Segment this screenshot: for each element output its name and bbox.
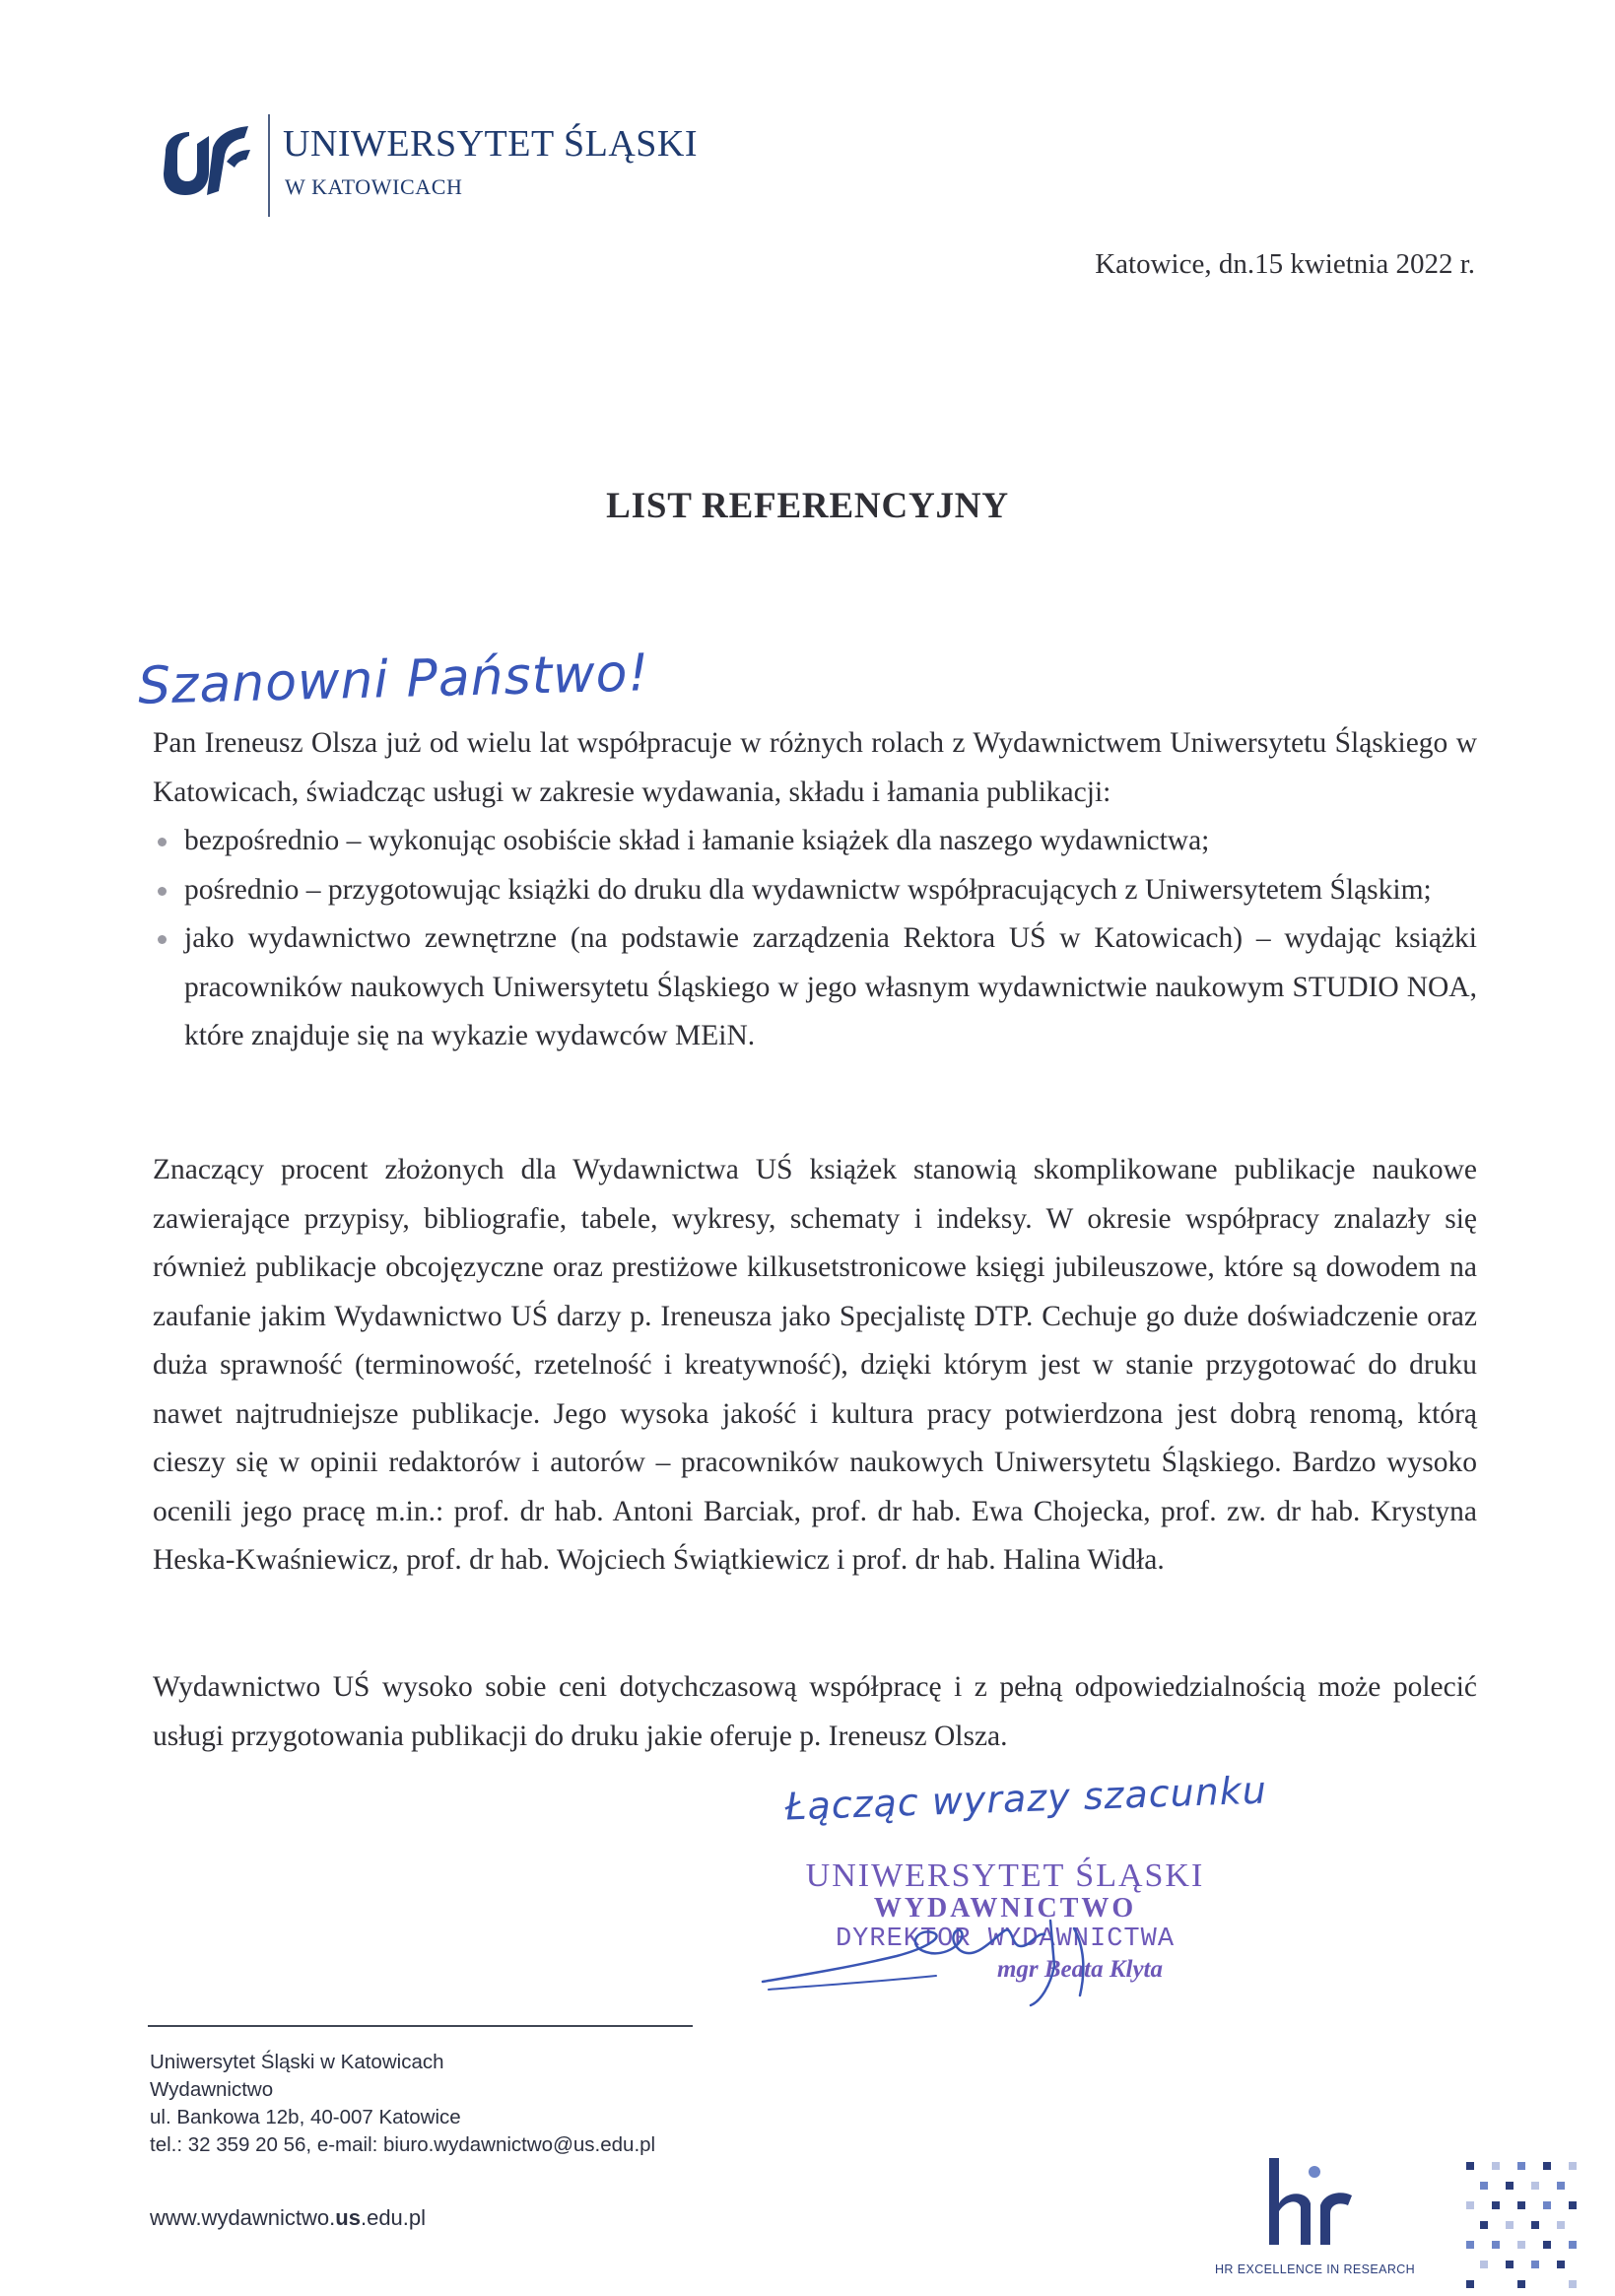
services-list <box>153 817 1477 1061</box>
footer-divider <box>148 2025 693 2027</box>
list-item-text: jako wydawnictwo zewnętrzne (na podstawie zarządzenia Rektora UŚ w Katowicach) – wydając książki pracowników naukowych Uniwersytetu Śląskiego w jego własnym wydawnictwie naukowym STUDIO NOA, które znajduje się na wykazie wydawców MEiN. <box>184 922 1477 1051</box>
stamp-publisher: WYDAWNICTWO <box>873 1893 1137 1924</box>
website-bold: us <box>335 2205 361 2230</box>
letter-date: Katowice, dn.15 kwietnia 2022 r. <box>1095 248 1475 280</box>
stamp-signatory: mgr Beata Klyta <box>996 1956 1163 1983</box>
footer-line: ul. Bankowa 12b, 40-007 Katowice <box>150 2106 461 2128</box>
list-item <box>153 866 1477 915</box>
footer-website[interactable] <box>150 2205 426 2231</box>
handwritten-closing: Łącząc wyrazy szacunku <box>784 1768 1268 1829</box>
recommendation-text: Wydawnictwo UŚ wysoko sobie ceni dotychczasową współpracę i z pełną odpowiedzialnością może polecić usługi przygotowania publikacji do druku jakie oferuje p. Ireneusz Olsza. <box>153 1671 1477 1752</box>
list-item <box>153 817 1477 866</box>
recommendation-paragraph <box>153 1663 1477 1761</box>
intro-text: Pan Ireneusz Olsza już od wielu lat współpracuje w różnych rolach z Wydawnictwem Uniwersytetu Śląskiego w Katowicach, świadcząc usługi w zakresie wydawania, składu i łamania publikacji: <box>153 727 1477 808</box>
university-name: UNIWERSYTET ŚLĄSKI <box>283 123 699 165</box>
footer-address <box>150 2049 655 2159</box>
handwritten-salutation: Szanowni Państwo! <box>137 643 650 716</box>
logo-divider <box>268 114 270 217</box>
footer-line: Wydawnictwo <box>150 2078 274 2101</box>
main-paragraph <box>153 1146 1477 1586</box>
footer-line: tel.: 32 359 20 56, e-mail: biuro.wydawnictwo@us.edu.pl <box>150 2133 656 2156</box>
university-city: W KATOWICACH <box>285 174 463 199</box>
hr-excellence-caption: HR EXCELLENCE IN RESEARCH <box>1215 2262 1416 2276</box>
signature-scribble <box>759 1907 1153 2015</box>
website-suffix: .edu.pl <box>360 2205 427 2230</box>
list-item-text: pośrednio – przygotowując książki do druku dla wydawnictw współpracujących z Uniwersytetem Śląskim; <box>184 873 1432 906</box>
list-item <box>153 914 1477 1061</box>
footer-line: Uniwersytet Śląski w Katowicach <box>150 2051 444 2073</box>
bullet-icon <box>158 838 167 846</box>
stamp-university: UNIWERSYTET ŚLĄSKI <box>805 1857 1205 1894</box>
hr-logo-icon <box>1249 2152 1387 2251</box>
intro-paragraph <box>153 719 1477 817</box>
stamp-director: DYREKTOR WYDAWNICTWA <box>835 1925 1176 1954</box>
bullet-icon <box>158 887 167 896</box>
website-prefix: www.wydawnictwo. <box>150 2205 336 2230</box>
pixel-pattern-icon <box>1466 2158 1584 2296</box>
us-logo-icon <box>158 122 254 197</box>
main-paragraph-text: Znaczący procent złożonych dla Wydawnictwa UŚ książek stanowią skomplikowane publikacje naukowe zawierające przypisy, bibliografie, tabele, wykresy, schematy i indeksy. W okresie współpracy znalazły się również publikacje obcojęzyczne oraz prestiżowe kilkusetstronicowe księgi jubileuszowe, które są dowodem na zaufanie jakim Wydawnictwo UŚ darzy p. Ireneusza jako Specjalistę DTP. Cechuje go duże doświadczenie oraz duża sprawność (terminowość, rzetelność i kreatywność), dzięki którym jest w stanie przygotować do druku nawet najtrudniejsze publikacje. Jego wysoka jakość i kultura pracy potwierdzona jest dobrą renomą, którą cieszy się w opinii redaktorów i autorów – pracowników naukowych Uniwersytetu Śląskiego. Bardzo wysoko ocenili jego pracę m.in.: prof. dr hab. Antoni Barciak, prof. dr hab. Ewa Chojecka, prof. zw. dr hab. Krystyna Heska-Kwaśniewicz, prof. dr hab. Wojciech Świątkiewicz i prof. dr hab. Halina Widła. <box>153 1154 1477 1576</box>
letter-title: LIST REFERENCYJNY <box>606 486 1009 526</box>
bullet-icon <box>158 935 167 944</box>
list-item-text: bezpośrednio – wykonując osobiście skład i łamanie książek dla naszego wydawnictwa; <box>184 825 1210 856</box>
